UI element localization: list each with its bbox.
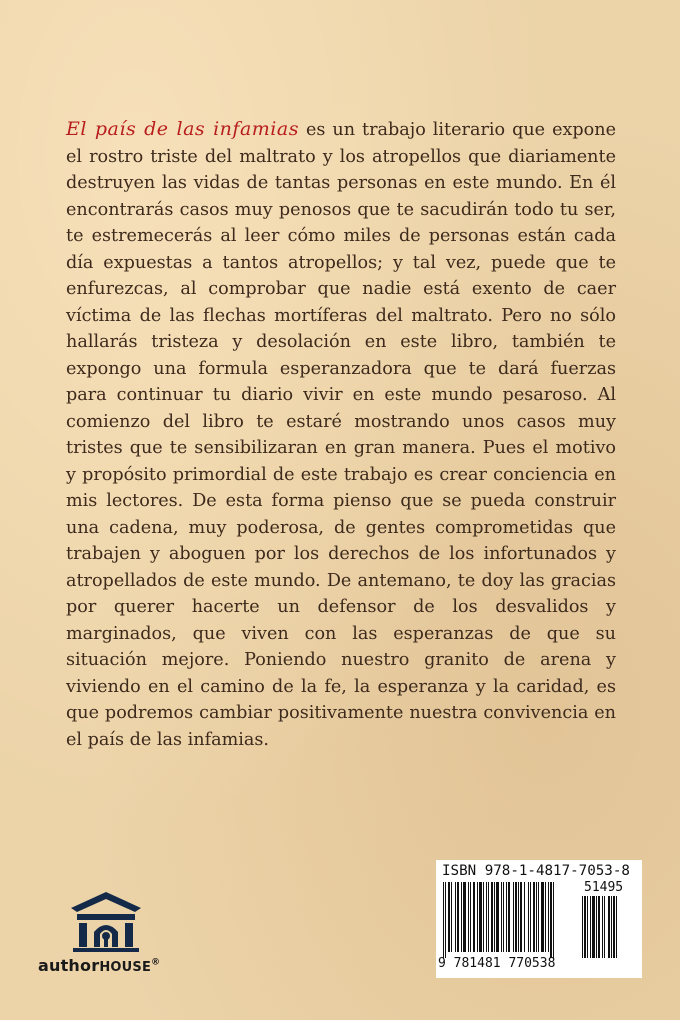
blurb-body-text: es un trabajo literario que expone el rostro triste del maltrato y los atropellos que diariamente destruyen las vidas de tantas personas en este mundo. En él encontrarás casos muy penosos que te sacudirán todo tu ser, te estremecerás al leer cómo miles de personas están cada día expuestas a tantos atropellos; y tal vez, puede que te enfurezcas, al comprobar que nadie está exento de caer víctima de las flechas mortíferas del maltrato. Pero no sólo hallarás tristeza y desolación en este libro, también te expongo una formula esperanzadora que te dará fuerzas para continuar tu diario vivir en este mundo pesaroso. Al comienzo del libro te estaré mostrando unos casos muy tristes que te sensibilizaran en gran manera. Pues el motivo y propósito primordial de este trabajo es crear conciencia en mis lectores. De esta forma pienso que se pueda construir una cadena, muy poderosa, de gentes comprometidas que trabajen y aboguen por los derechos de los infortunados y atropellados de este mundo. De antemano, te doy las gracias por querer hacerte un defensor de los desvalidos y marginados, que viven con las esperanzas de que su situación mejore. Poniendo nuestro granito de arena y viviendo en el camino de la fe, la esperanza y la caridad, es que podremos cambiar positivamente nuestra convivencia en el país de las infamias. bbox=[66, 120, 617, 750]
barcode-bar bbox=[604, 896, 605, 958]
barcode-bar bbox=[494, 882, 495, 952]
barcode-bar bbox=[550, 882, 552, 958]
barcode-bar bbox=[451, 882, 452, 952]
barcode-bar bbox=[501, 882, 502, 952]
barcode-bar bbox=[538, 882, 539, 952]
barcode-bar bbox=[479, 882, 482, 952]
addon-barcode bbox=[581, 896, 637, 958]
barcode-bar bbox=[528, 882, 529, 952]
barcode-bar bbox=[508, 882, 510, 952]
barcode-bar bbox=[533, 882, 535, 952]
barcode-bar bbox=[590, 896, 591, 958]
barcode-bar bbox=[592, 896, 595, 958]
barcode-bar bbox=[483, 882, 484, 952]
barcode-bar bbox=[518, 882, 519, 952]
barcode-bar bbox=[463, 882, 466, 952]
isbn-label: ISBN 978-1-4817-7053-8 bbox=[442, 863, 630, 879]
price-code: 51495 bbox=[584, 880, 624, 895]
barcode-bar bbox=[553, 882, 554, 958]
back-cover-blurb bbox=[66, 116, 616, 753]
barcode-bar bbox=[455, 882, 456, 952]
authorhouse-logo-icon bbox=[67, 890, 145, 952]
barcode-bar bbox=[530, 882, 531, 952]
barcode-bar bbox=[541, 882, 544, 952]
barcode-bar bbox=[443, 882, 444, 958]
barcode-bar bbox=[461, 882, 462, 952]
barcode-bar bbox=[473, 882, 475, 952]
barcode-bar bbox=[608, 896, 610, 958]
barcode-bar bbox=[470, 882, 471, 952]
publisher-logo bbox=[38, 890, 208, 980]
barcode-bar bbox=[491, 882, 493, 952]
barcode-bar bbox=[584, 896, 586, 958]
barcode-bar bbox=[457, 882, 459, 952]
barcode-bar bbox=[515, 882, 517, 952]
barcode-bar bbox=[611, 896, 612, 958]
barcode-bar bbox=[448, 882, 450, 952]
publisher-name: authorHOUSE® bbox=[38, 956, 161, 975]
barcode-bar bbox=[496, 882, 499, 952]
barcode-digits: 9 781481 770538 bbox=[438, 956, 556, 971]
isbn-barcode bbox=[436, 860, 642, 978]
barcode-bar bbox=[477, 882, 478, 952]
barcode-bar bbox=[445, 882, 446, 958]
barcode-bar bbox=[582, 896, 583, 958]
barcode-bar bbox=[616, 896, 617, 958]
barcode-bar bbox=[513, 882, 514, 952]
barcode-bar bbox=[520, 882, 522, 952]
barcode-bar bbox=[468, 882, 469, 952]
barcode-bar bbox=[598, 896, 600, 958]
barcode-bar bbox=[486, 882, 487, 952]
barcode-bar bbox=[503, 882, 504, 952]
barcode-bar bbox=[488, 882, 489, 952]
barcode-bar bbox=[548, 882, 549, 952]
main-barcode bbox=[442, 882, 574, 958]
barcode-bar bbox=[524, 882, 525, 952]
barcode-bar bbox=[506, 882, 507, 952]
barcode-bar bbox=[545, 882, 546, 952]
barcode-bar bbox=[596, 896, 597, 958]
barcode-bar bbox=[536, 882, 537, 952]
book-title-script: El país de las infamias bbox=[66, 118, 299, 140]
barcode-bar bbox=[613, 896, 615, 958]
barcode-bar bbox=[587, 896, 588, 958]
barcode-bar bbox=[602, 896, 603, 958]
